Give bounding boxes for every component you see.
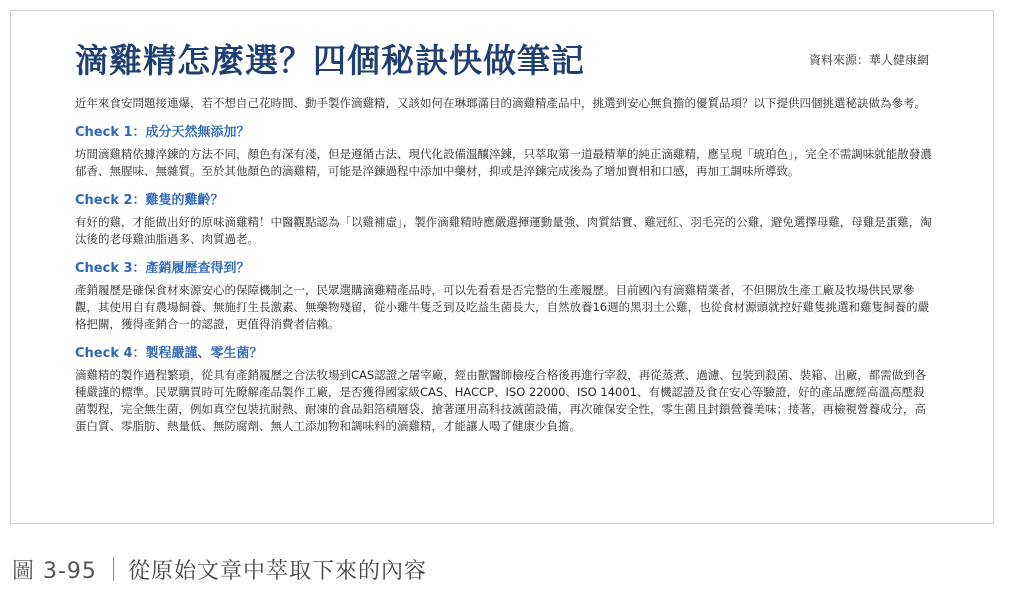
check-1-body: 坊間滴雞精依據淬鍊的方法不同，顏色有深有淺，但是遵循古法、現代化設備溫釀淬鍊，只萃取第一道最精華的純正滴雞精，應呈現「琥珀色」，完全不需調味就能散發濃郁香、無腥味、無雜質。至於其他顏色的滴雞精，可能是淬鍊過程中添加中藥材，抑或是淬鍊完成後為了增加賣相和口感，再加工調味所導致。 bbox=[75, 147, 932, 178]
check-1-heading: Check 1：成分天然無添加？ bbox=[75, 125, 250, 140]
source-credit: 資料來源：華人健康網 bbox=[808, 53, 929, 67]
caption-divider bbox=[113, 557, 114, 581]
check-3-heading: Check 3：產銷履歷查得到？ bbox=[75, 261, 250, 276]
article-content bbox=[75, 35, 935, 435]
figure-caption bbox=[12, 552, 427, 586]
title-row bbox=[75, 35, 935, 91]
caption-text: 從原始文章中萃取下來的內容 bbox=[127, 558, 427, 584]
figure-number: 圖 3-95 bbox=[12, 558, 97, 584]
check-4-heading: Check 4：製程嚴謹、零生菌？ bbox=[75, 346, 263, 361]
intro-paragraph: 近年來食安問題接連爆，若不想自己花時間、動手製作滴雞精，又該如何在琳瑯滿目的滴雞精產品中，挑選到安心無負擔的優質品項？以下提供四個挑選秘訣做為參考。 bbox=[75, 96, 926, 110]
article-title: 滴雞精怎麼選？四個秘訣快做筆記 bbox=[75, 41, 585, 80]
article-frame bbox=[10, 10, 994, 524]
check-2-heading: Check 2：雞隻的雞齡？ bbox=[75, 193, 224, 208]
check-2-body: 有好的雞，才能做出好的原味滴雞精！中醫觀點認為「以雞補虛」，製作滴雞精時應嚴選揮運動量強、肉質結實、雞冠紅、羽毛亮的公雞，避免選擇母雞，母雞是蛋雞，淘汰後的老母雞油脂過多、肉質過老。 bbox=[75, 215, 932, 246]
check-3-body: 產銷履歷是確保食材來源安心的保障機制之一，民眾選購滴雞精產品時，可以先看看是否完整的生產履歷。目前國內有滴雞精業者，不但開放生產工廠及牧場供民眾參觀，其使用自有農場飼養、無施打生長激素、無藥物殘留，從小雞牛隻乏到及吃益生菌長大，自然放養16週的黑羽土公雞，也從食材源頭就控好雞隻挑選和雞隻飼養的嚴格把關，獲得產銷合一的認證，更值得消費者信賴。 bbox=[75, 283, 930, 331]
check-4-body: 滴雞精的製作過程繁瑣，從具有產銷履歷之合法牧場到CAS認證之屠宰廠，經由獸醫師檢疫合格後再進行宰殺，再從蒸煮、過濾、包裝到殺菌、裝箱、出廠，都需做到各種嚴謹的標準。民眾購買時可先瞭解產品製作工廠，是否獲得國家級CAS、HACCP、ISO 22000、ISO 14001、有機認證及食在安心等驗證，好的產品應經高溫高壓殺菌製程，完全無生菌，例如真空包裝抗耐熱、耐凍的食品鋁箔積層袋，搶著運用高科技滅菌設備，再次確保安全性，零生菌且封鎖營養美味；接著，再檢視營養成分，高蛋白質、零脂肪、熱量低、無防腐劑、無人工添加物和調味料的滴雞精，才能讓人喝了健康少負擔。 bbox=[75, 368, 927, 433]
